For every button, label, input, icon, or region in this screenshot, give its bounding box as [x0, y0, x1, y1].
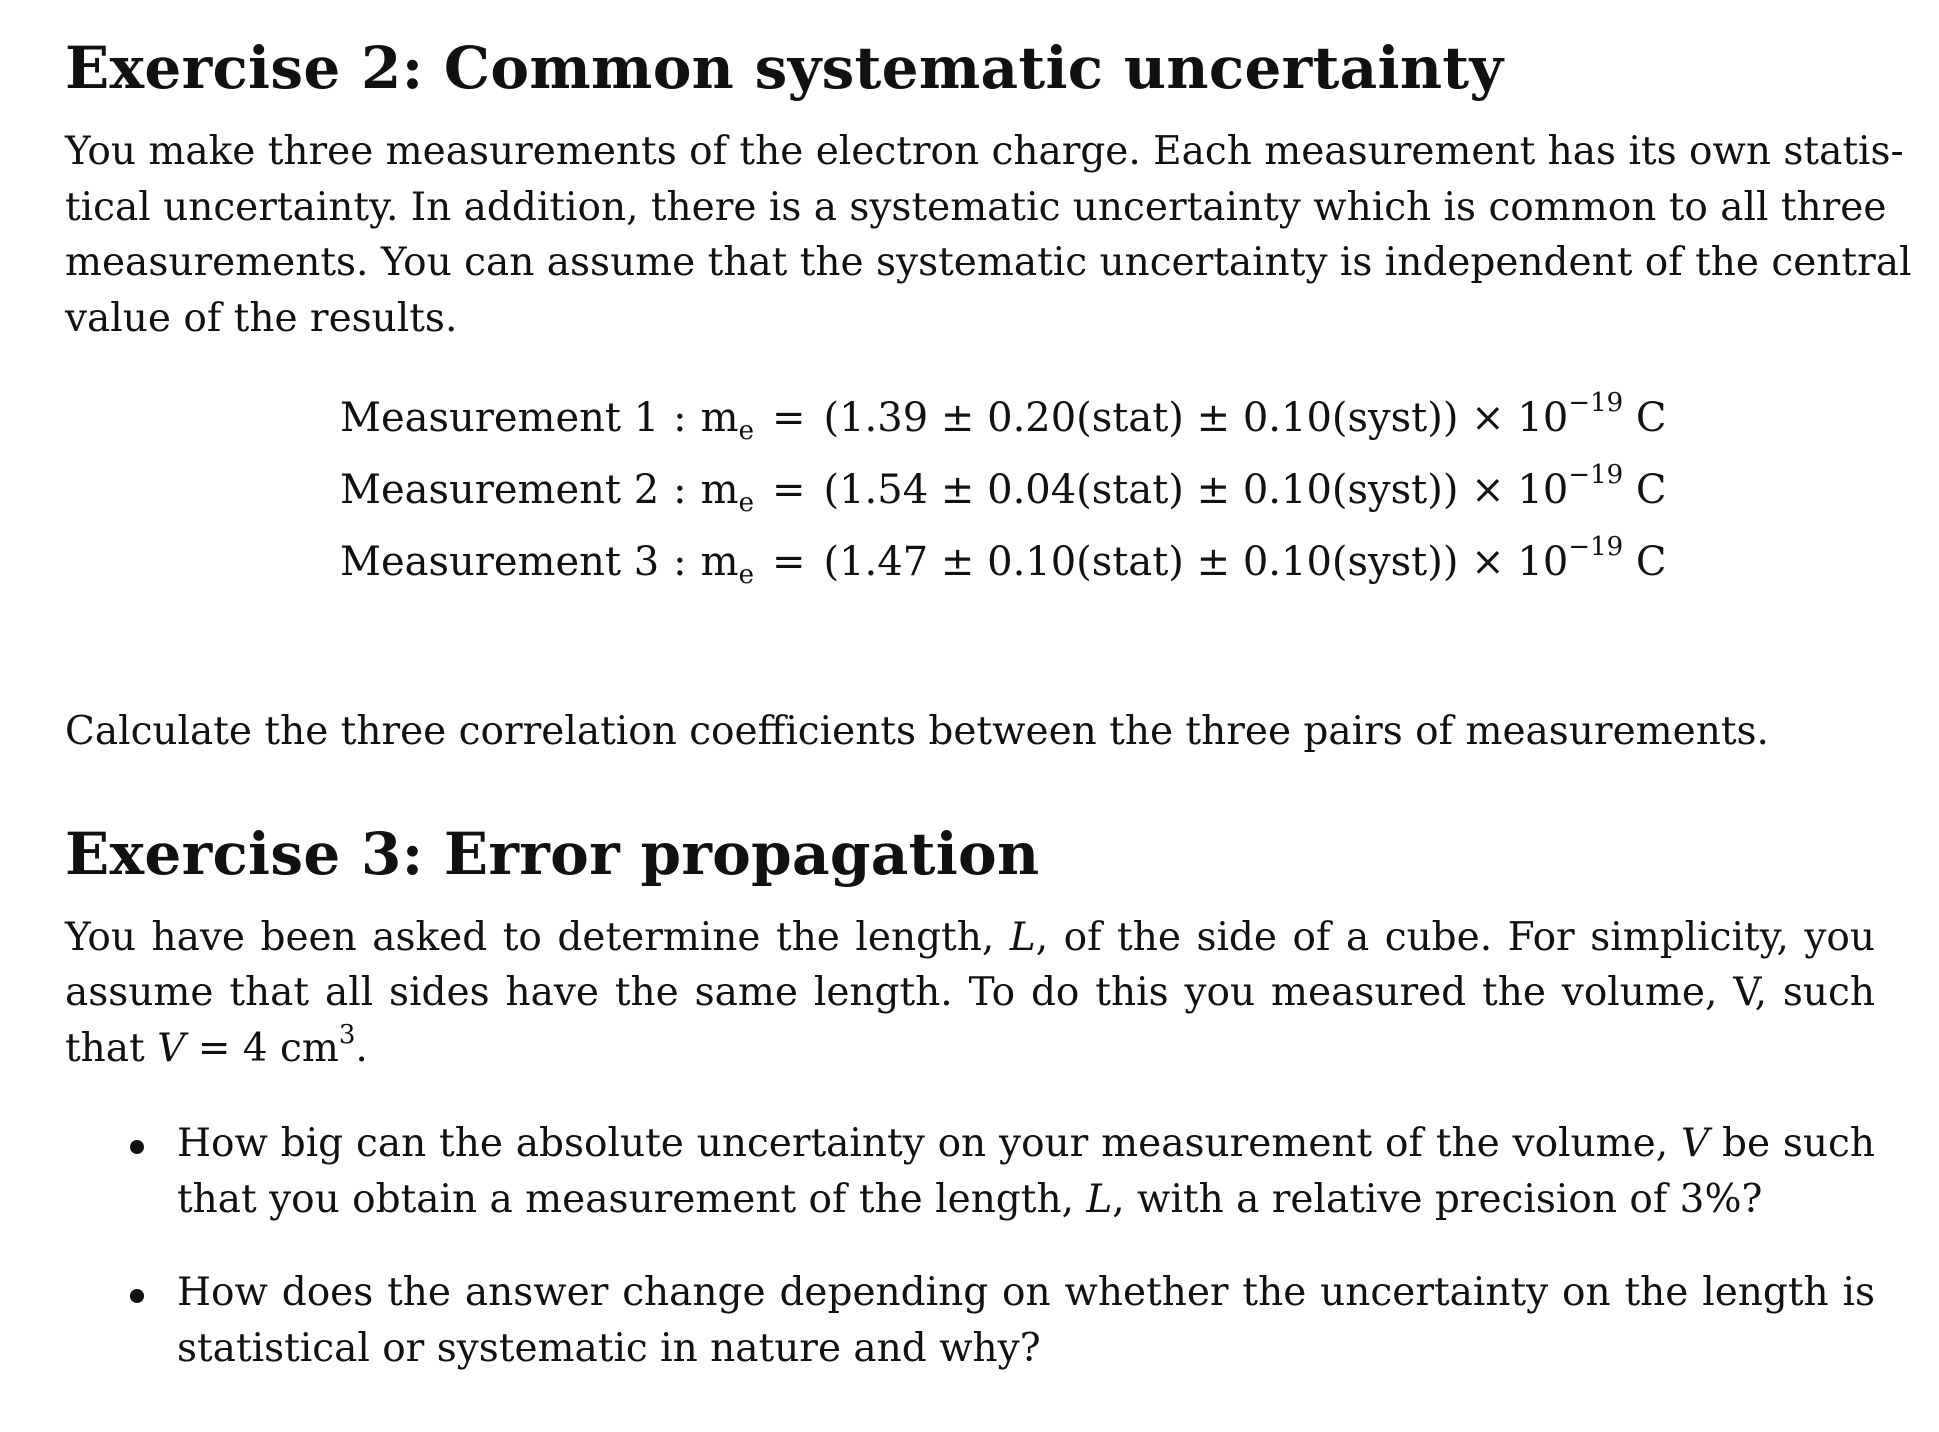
measurement-3-value: (1.47 ± 0.10(stat) ± 0.10(syst)) × $10^{-19}$ C — [823, 532, 1667, 585]
exercise-2-intro-line-2: tical uncertainty. In addition, there is a systematic uncertainty which is common to all three — [65, 184, 1887, 230]
measurement-2-equals: = — [771, 467, 806, 513]
measurement-1-equals: = — [771, 395, 806, 441]
exercise-2-intro — [65, 124, 1912, 346]
measurement-1-equation — [340, 388, 1875, 460]
bullet-dot-icon — [130, 1289, 144, 1303]
measurement-1-colon: : — [673, 395, 687, 441]
measurement-equations — [340, 388, 1875, 604]
exercise-3-intro-line-2: assume that all sides have the same length. To do this you measured the volume, V, such — [65, 970, 1875, 1015]
question-1-line-1: How big can the absolute uncertainty on your measurement of the volume, V be such — [177, 1121, 1875, 1166]
measurement-2-colon: : — [673, 467, 687, 513]
question-1 — [65, 1116, 1875, 1227]
measurement-2-symbol: $m_e$ — [700, 467, 754, 518]
exercise-3-intro-line-1: You have been asked to determine the length, L, of the side of a cube. For simplicity, you — [65, 914, 1875, 960]
exercise-2-intro-line-4: value of the results. — [65, 295, 458, 341]
exercise-3-intro — [65, 910, 1875, 1077]
exercise-2-title: Exercise 2: Common systematic uncertainty — [65, 34, 1504, 102]
measurement-3-equation — [340, 532, 1875, 604]
question-2 — [65, 1265, 1875, 1376]
measurement-2-label: Measurement 2 — [340, 467, 660, 513]
exercise-2-intro-line-1: You make three measurements of the electron charge. Each measurement has its own statis- — [65, 129, 1904, 174]
document-page — [65, 30, 1912, 1414]
measurement-3-symbol: $m_e$ — [700, 539, 754, 590]
measurement-2-equation — [340, 460, 1875, 532]
exercise-3-title: Exercise 3: Error propagation — [65, 819, 1040, 888]
question-2-line-2: statistical or systematic in nature and why? — [177, 1325, 1041, 1371]
measurement-3-equals: = — [771, 539, 806, 585]
measurement-3-label: Measurement 3 — [340, 539, 660, 585]
measurement-2-value: (1.54 ± 0.04(stat) ± 0.10(syst)) × $10^{-19}$ C — [823, 460, 1667, 513]
measurement-3-colon: : — [673, 539, 687, 585]
exercise-2-task: Calculate the three correlation coefficients between the three pairs of measurements. — [65, 709, 1769, 754]
measurement-1-value: (1.39 ± 0.20(stat) ± 0.10(syst)) × $10^{-19}$ C — [823, 388, 1667, 441]
exercise-3-questions — [65, 1116, 1875, 1376]
bullet-dot-icon — [130, 1140, 144, 1154]
measurement-1-symbol: $m_e$ — [700, 395, 754, 446]
question-2-line-1: How does the answer change depending on whether the uncertainty on the length is — [177, 1270, 1875, 1315]
exercise-2-intro-line-3: measurements. You can assume that the systematic uncertainty is independent of the central — [65, 240, 1912, 285]
measurement-1-label: Measurement 1 — [340, 395, 660, 441]
question-1-line-2: that you obtain a measurement of the length, L, with a relative precision of 3%? — [177, 1176, 1763, 1222]
exercise-3-intro-line-3: that V = 4 $cm^3$. — [65, 1019, 368, 1071]
